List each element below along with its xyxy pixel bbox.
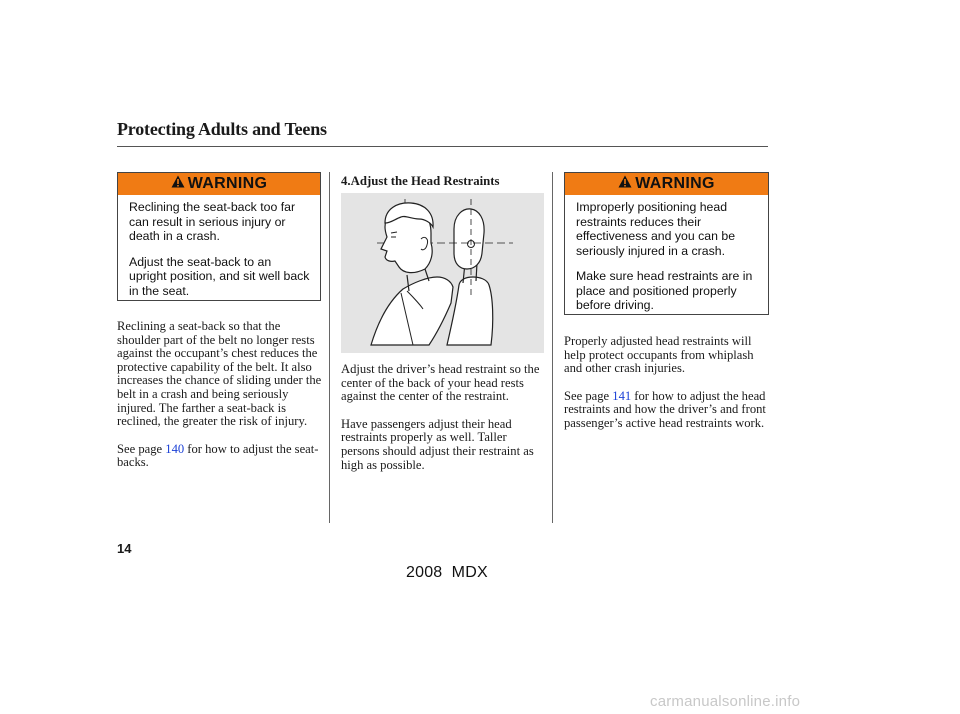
left-body	[117, 320, 323, 470]
see-page-prefix: See page	[117, 441, 166, 456]
body-paragraph: Reclining a seat-back so that the shoulder part of the belt no longer rests against the occupant’s chest reduces the protective capability of the belt. It also increases the chance of sliding under the belt in a crash and being seriously injured. The farther a seat-back is reclined, the greater the risk of injury.	[117, 319, 322, 429]
warning-text: Make sure head restraints are in place and positioned properly before driving.	[576, 269, 753, 312]
body-paragraph: Properly adjusted head restraints will help protect occupants from whiplash and other crash injuries.	[564, 334, 754, 376]
see-page-suffix: for how to adjust the head restraints and how the driver’s and front passenger’s active head restraints work.	[564, 388, 766, 430]
column-divider-right	[552, 172, 553, 523]
watermark: carmanualsonline.info	[650, 693, 801, 710]
body-paragraph: Have passengers adjust their head restraints properly as well. Taller persons should adjust their restraint as high as possible.	[341, 416, 534, 472]
warning-triangle-icon	[171, 175, 185, 193]
see-page-suffix: for how to adjust the seat-backs.	[117, 441, 319, 470]
page-title: Protecting Adults and Teens	[117, 119, 327, 139]
see-page-paragraph	[117, 443, 323, 470]
warning-label: WARNING	[635, 175, 715, 192]
warning-text: Adjust the seat-back to an upright position, and sit well back in the seat.	[129, 254, 310, 298]
right-body	[564, 335, 770, 431]
page-link-141[interactable]: 141	[612, 388, 632, 403]
page-number: 14	[117, 541, 132, 556]
column-divider-left	[329, 172, 330, 523]
warning-triangle-icon	[618, 175, 632, 193]
see-page-prefix: See page	[564, 388, 613, 403]
warning-header	[118, 173, 320, 195]
head-restraint-illustration	[341, 193, 544, 353]
warning-text: Improperly positioning head restraints reduces their effectiveness and you can be seriously injured in a crash.	[576, 200, 736, 258]
title-divider	[117, 146, 768, 147]
warning-text: Reclining the seat-back too far can result in serious injury or death in a crash.	[129, 200, 296, 243]
warning-box-seat-back	[117, 172, 321, 301]
section-heading: 4.Adjust the Head Restraints	[341, 174, 500, 188]
see-page-paragraph	[564, 390, 770, 431]
warning-label: WARNING	[187, 175, 268, 192]
body-paragraph: Adjust the driver’s head restraint so the center of the back of your head rests against the center of the restraint.	[341, 362, 540, 404]
footer-model: 2008 MDX	[406, 564, 488, 581]
middle-body	[341, 363, 547, 472]
warning-header	[565, 173, 768, 195]
page-link-140[interactable]: 140	[165, 441, 185, 456]
warning-box-head-restraints	[564, 172, 769, 315]
